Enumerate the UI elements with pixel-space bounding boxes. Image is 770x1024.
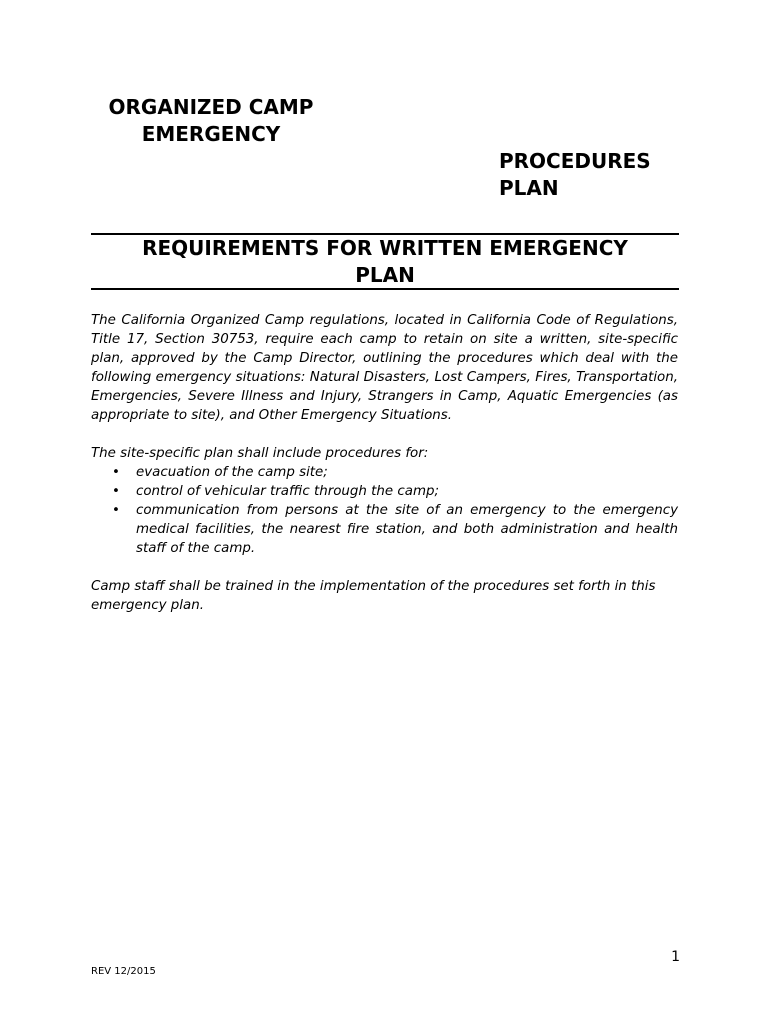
list-item [91,501,678,558]
title-left-line1: ORGANIZED CAMP [108,95,314,119]
bullet-icon: • [112,465,120,480]
intro-paragraph: The California Organized Camp regulations, located in California Code of Regulations, Title 17, Section 30753, require each camp to retain on site a written, site-specific plan, approved by the Camp Director, outlining the procedures which deal with the following emergency situations: Natural Disasters, Lost Campers, Fires, Transportation, Emergencies, Severe Illness and Injury, Strangers in Camp, Aquatic Emergencies (as appropriate to site), and Other Emergency Situations. [91,313,678,423]
list-item-text: control of vehicular traffic through the camp; [136,484,440,499]
revision-label: REV 12/2015 [91,966,156,977]
document-title-left [91,94,331,148]
list-item [91,463,678,482]
page-number: 1 [671,949,680,965]
section-heading-line1: REQUIREMENTS FOR WRITTEN EMERGENCY [142,236,628,260]
document-title-right [499,148,689,202]
procedures-list [91,463,678,558]
title-right-line2: PLAN [499,176,559,200]
section-heading [91,235,679,289]
heading-bottom-rule [91,288,679,290]
title-right-line1: PROCEDURES [499,149,651,173]
procedures-intro: The site-specific plan shall include procedures for: [91,446,429,461]
bullet-icon: • [112,484,120,499]
title-left-line2: EMERGENCY [141,122,281,146]
list-item-text: communication from persons at the site of an emergency to the emergency medical facilities, the nearest fire station, and both administration and health staff of the camp. [136,503,678,556]
section-heading-line2: PLAN [355,263,415,287]
list-item-text: evacuation of the camp site; [136,465,328,480]
list-item [91,482,678,501]
training-paragraph: Camp staff shall be trained in the implementation of the procedures set forth in this emergency plan. [91,579,656,613]
bullet-icon: • [112,503,120,518]
